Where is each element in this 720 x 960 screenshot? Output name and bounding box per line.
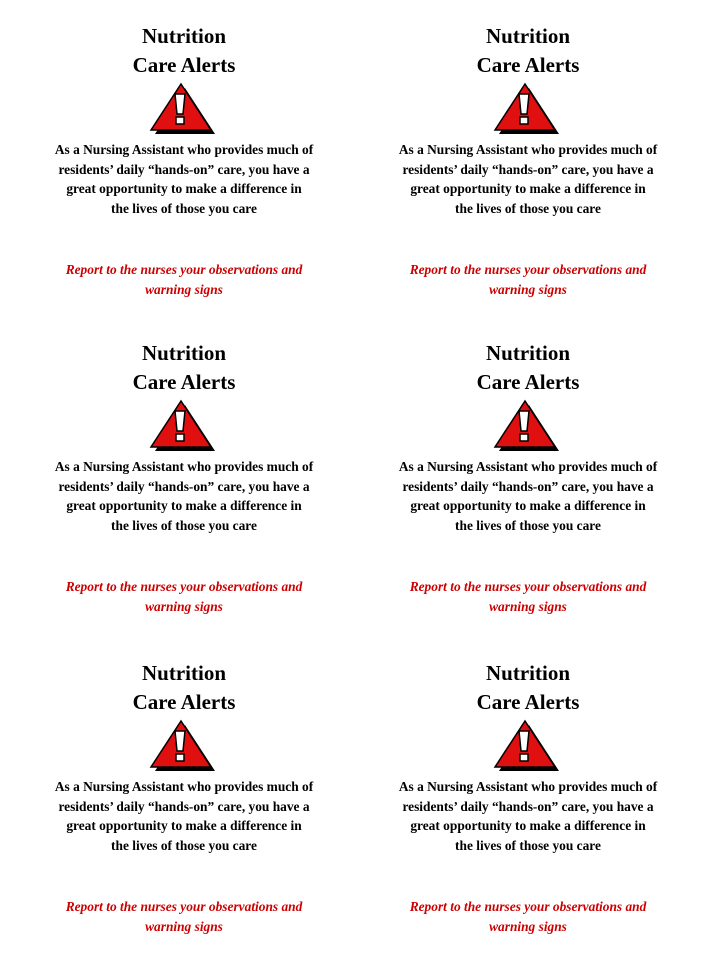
alert-card — [358, 339, 698, 614]
alert-card — [14, 339, 354, 614]
body-line: residents’ daily “hands-on” care, you have a — [58, 161, 310, 177]
card-title-line1: Nutrition — [486, 341, 570, 365]
alert-card — [358, 659, 698, 934]
card-body — [14, 457, 354, 535]
report-note — [358, 260, 698, 300]
report-note — [358, 577, 698, 617]
warning-exclamation-icon — [493, 399, 563, 455]
body-line: the lives of those you care — [455, 200, 601, 216]
report-line: warning signs — [489, 919, 567, 934]
report-line: Report to the nurses your observations and — [409, 579, 647, 594]
body-line: the lives of those you care — [111, 517, 257, 533]
card-title-line1: Nutrition — [142, 661, 226, 685]
body-line: residents’ daily “hands-on” care, you have a — [402, 478, 654, 494]
warning-exclamation-icon — [493, 82, 563, 138]
warning-exclamation-icon — [149, 719, 219, 775]
card-title-line2: Care Alerts — [132, 690, 236, 714]
card-title-line2: Care Alerts — [476, 370, 580, 394]
card-body — [14, 777, 354, 855]
warning-exclamation-icon — [149, 399, 219, 455]
body-line: the lives of those you care — [111, 837, 257, 853]
card-title-line2: Care Alerts — [476, 690, 580, 714]
report-line: warning signs — [145, 282, 223, 297]
body-line: great opportunity to make a difference in — [410, 818, 646, 833]
body-line: As a Nursing Assistant who provides much of — [398, 459, 658, 474]
body-line: residents’ daily “hands-on” care, you have a — [58, 798, 310, 814]
warning-exclamation-icon — [493, 719, 563, 775]
body-line: great opportunity to make a difference in — [66, 181, 302, 196]
card-title-line2: Care Alerts — [132, 53, 236, 77]
report-line: Report to the nurses your observations and — [65, 262, 303, 277]
report-note — [14, 260, 354, 300]
report-line: warning signs — [489, 599, 567, 614]
card-title-line1: Nutrition — [142, 24, 226, 48]
body-line: As a Nursing Assistant who provides much of — [54, 459, 314, 474]
report-note — [358, 897, 698, 937]
card-title-line2: Care Alerts — [476, 53, 580, 77]
body-line: the lives of those you care — [455, 517, 601, 533]
report-line: Report to the nurses your observations and — [65, 899, 303, 914]
card-body — [358, 777, 698, 855]
report-line: warning signs — [145, 599, 223, 614]
card-body — [14, 140, 354, 218]
body-line: As a Nursing Assistant who provides much of — [398, 779, 658, 794]
report-line: warning signs — [489, 282, 567, 297]
body-line: As a Nursing Assistant who provides much of — [54, 142, 314, 157]
warning-exclamation-icon — [149, 82, 219, 138]
body-line: great opportunity to make a difference in — [66, 498, 302, 513]
alert-card — [14, 659, 354, 934]
card-body — [358, 140, 698, 218]
body-line: residents’ daily “hands-on” care, you have a — [58, 478, 310, 494]
body-line: great opportunity to make a difference in — [66, 818, 302, 833]
report-note — [14, 577, 354, 617]
body-line: As a Nursing Assistant who provides much of — [54, 779, 314, 794]
report-line: Report to the nurses your observations and — [409, 899, 647, 914]
report-line: warning signs — [145, 919, 223, 934]
body-line: the lives of those you care — [455, 837, 601, 853]
report-line: Report to the nurses your observations and — [409, 262, 647, 277]
card-title-line2: Care Alerts — [132, 370, 236, 394]
body-line: great opportunity to make a difference in — [410, 181, 646, 196]
card-title-line1: Nutrition — [486, 24, 570, 48]
body-line: the lives of those you care — [111, 200, 257, 216]
report-line: Report to the nurses your observations and — [65, 579, 303, 594]
card-title-line1: Nutrition — [142, 341, 226, 365]
alert-card — [358, 22, 698, 297]
card-title-line1: Nutrition — [486, 661, 570, 685]
body-line: As a Nursing Assistant who provides much of — [398, 142, 658, 157]
body-line: residents’ daily “hands-on” care, you have a — [402, 798, 654, 814]
report-note — [14, 897, 354, 937]
card-body — [358, 457, 698, 535]
body-line: residents’ daily “hands-on” care, you have a — [402, 161, 654, 177]
alert-card — [14, 22, 354, 297]
body-line: great opportunity to make a difference in — [410, 498, 646, 513]
